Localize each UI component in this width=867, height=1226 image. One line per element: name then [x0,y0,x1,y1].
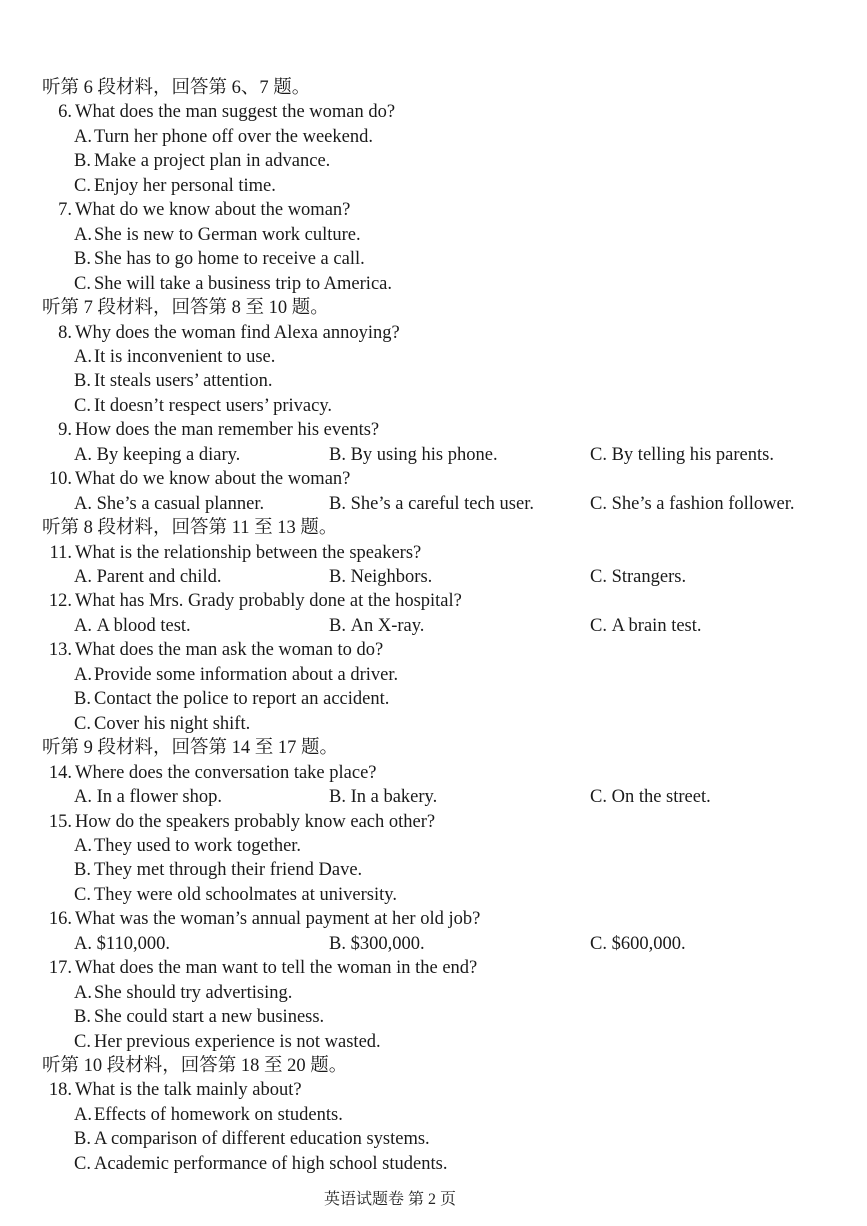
option [590,444,774,466]
option-letter: A. [74,126,92,147]
question-stem: What do we know about the woman? [75,200,351,221]
question-number: 6. [58,102,72,123]
option [74,615,191,637]
option-letter: B. [74,249,91,270]
question-stem: What is the talk mainly about? [75,1080,302,1101]
option-text: By keeping a diary. [96,444,241,465]
option-letter: A. [74,615,92,636]
option-letter: C. [74,884,91,905]
section-header-text: 听第 10 段材料，回答第 18 至 20 题。 [42,1056,348,1076]
option-text: Her previous experience is not wasted. [94,1031,381,1052]
option-text: She’s a fashion follower. [611,493,795,514]
option-text: Turn her phone off over the weekend. [94,126,373,147]
question-number: 15. [48,811,72,832]
option [590,786,711,808]
question-number: 7. [58,200,72,221]
option-letter: C. [590,567,607,587]
page-footer: 英语试题卷 第 2 页 [324,1191,457,1208]
option [74,493,264,515]
option [590,566,686,588]
option-letter: C. [74,713,91,734]
option-letter: A. [74,1104,92,1125]
option-letter: B. [329,493,346,514]
option-text: They were old schoolmates at university. [94,884,397,905]
option-text: Effects of homework on students. [94,1104,343,1125]
option-text: $110,000. [96,933,170,954]
question-stem: Why does the woman find Alexa annoying? [75,322,400,343]
question-stem: What is the relationship between the speakers? [75,542,422,563]
option-letter: B. [329,933,346,954]
option [329,493,534,515]
option-letter: C. [590,933,607,954]
option-letter: B. [329,615,346,636]
option-text: A blood test. [96,615,191,636]
option-letter: C. [590,493,607,514]
option-letter: C. [74,1031,91,1052]
option-text: Contact the police to report an accident. [94,689,390,710]
option-letter: A. [74,982,92,1003]
option-letter: C. [590,444,607,465]
option-text: She has to go home to receive a call. [94,249,365,270]
option-text: Provide some information about a driver. [94,664,399,685]
question-stem: How do the speakers probably know each other? [75,811,436,832]
option-letter: B. [74,1129,91,1150]
option-text: It steals users’ attention. [94,371,273,392]
option-text: She should try advertising. [94,982,293,1003]
option [329,444,498,466]
question-stem: What does the man want to tell the woman in the end? [75,958,478,979]
option-letter: A. [74,346,92,367]
option-text: They used to work together. [94,835,302,856]
option-text: On the street. [611,787,711,808]
option-text: A comparison of different education systems. [94,1129,430,1150]
option [590,615,702,637]
option-text: Cover his night shift. [94,713,251,734]
option-letter: A. [74,787,92,808]
option [590,493,795,515]
question-number: 8. [58,322,72,343]
option-text: A brain test. [611,615,702,636]
section-header-text: 听第 6 段材料，回答第 6、7 题。 [42,78,311,98]
question-number: 18. [48,1080,72,1101]
option-text: Make a project plan in advance. [94,151,331,172]
question-number: 17. [48,958,72,979]
question-stem: How does the man remember his events? [75,420,380,441]
option-text: She’s a casual planner. [96,493,265,514]
option [74,566,221,588]
option-letter: C. [74,273,91,294]
question-stem: What does the man suggest the woman do? [75,102,396,123]
option [74,786,222,808]
option-letter: B. [74,860,91,881]
option [329,933,425,955]
question-stem: Where does the conversation take place? [75,762,377,783]
option-letter: A. [74,835,92,856]
option-text: It doesn’t respect users’ privacy. [94,395,333,416]
option-text: By using his phone. [350,444,498,465]
option-letter: A. [74,664,92,685]
option-letter: A. [74,493,92,514]
option-letter: A. [74,444,92,465]
option-text: By telling his parents. [611,444,774,465]
option-text: Enjoy her personal time. [94,175,276,196]
option [590,933,686,955]
question-number: 16. [48,909,72,930]
option-letter: C. [590,615,607,636]
question-stem: What was the woman’s annual payment at her old job? [75,909,481,930]
option-letter: C. [74,395,91,416]
question-number: 10. [48,469,72,490]
option-text: It is inconvenient to use. [94,346,276,367]
option-text: $600,000. [611,933,686,954]
option-text: Neighbors. [350,567,433,587]
option [329,615,424,637]
option-letter: B. [74,151,91,172]
option-letter: C. [74,175,91,196]
option-text: Parent and child. [96,567,222,587]
option-letter: B. [329,567,346,587]
option-letter: B. [329,787,346,808]
section-header-text: 听第 8 段材料，回答第 11 至 13 题。 [42,518,338,539]
option [329,566,432,588]
option-text: An X-ray. [350,615,425,636]
question-number: 12. [48,591,72,612]
option [329,786,437,808]
option-text: She is new to German work culture. [94,224,361,245]
question-number: 14. [48,762,72,783]
option [74,933,170,955]
question-number: 11. [49,542,72,563]
question-stem: What does the man ask the woman to do? [75,640,384,661]
option-letter: B. [74,689,91,710]
option-text: She’s a careful tech user. [350,493,534,514]
question-stem: What do we know about the woman? [75,469,351,490]
option-text: In a flower shop. [96,787,222,808]
option-text: Academic performance of high school students. [94,1153,448,1174]
question-stem: What has Mrs. Grady probably done at the hospital? [75,591,462,612]
option-letter: A. [74,224,92,245]
option-letter: A. [74,567,92,587]
section-header-text: 听第 9 段材料，回答第 14 至 17 题。 [42,738,339,759]
question-number: 9. [58,420,72,441]
section-header-text: 听第 7 段材料，回答第 8 至 10 题。 [42,298,329,319]
option-letter: B. [74,1007,91,1028]
option-text: Strangers. [611,567,687,587]
option-text: $300,000. [350,933,425,954]
question-number: 13. [48,640,72,661]
option [74,444,240,466]
option-letter: B. [74,371,91,392]
option-text: They met through their friend Dave. [94,860,363,881]
option-letter: C. [74,1153,91,1174]
option-letter: B. [329,444,346,465]
option-text: In a bakery. [350,787,438,808]
option-letter: A. [74,933,92,954]
option-text: She will take a business trip to America. [94,273,392,294]
option-letter: C. [590,787,607,808]
option-text: She could start a new business. [94,1007,325,1028]
